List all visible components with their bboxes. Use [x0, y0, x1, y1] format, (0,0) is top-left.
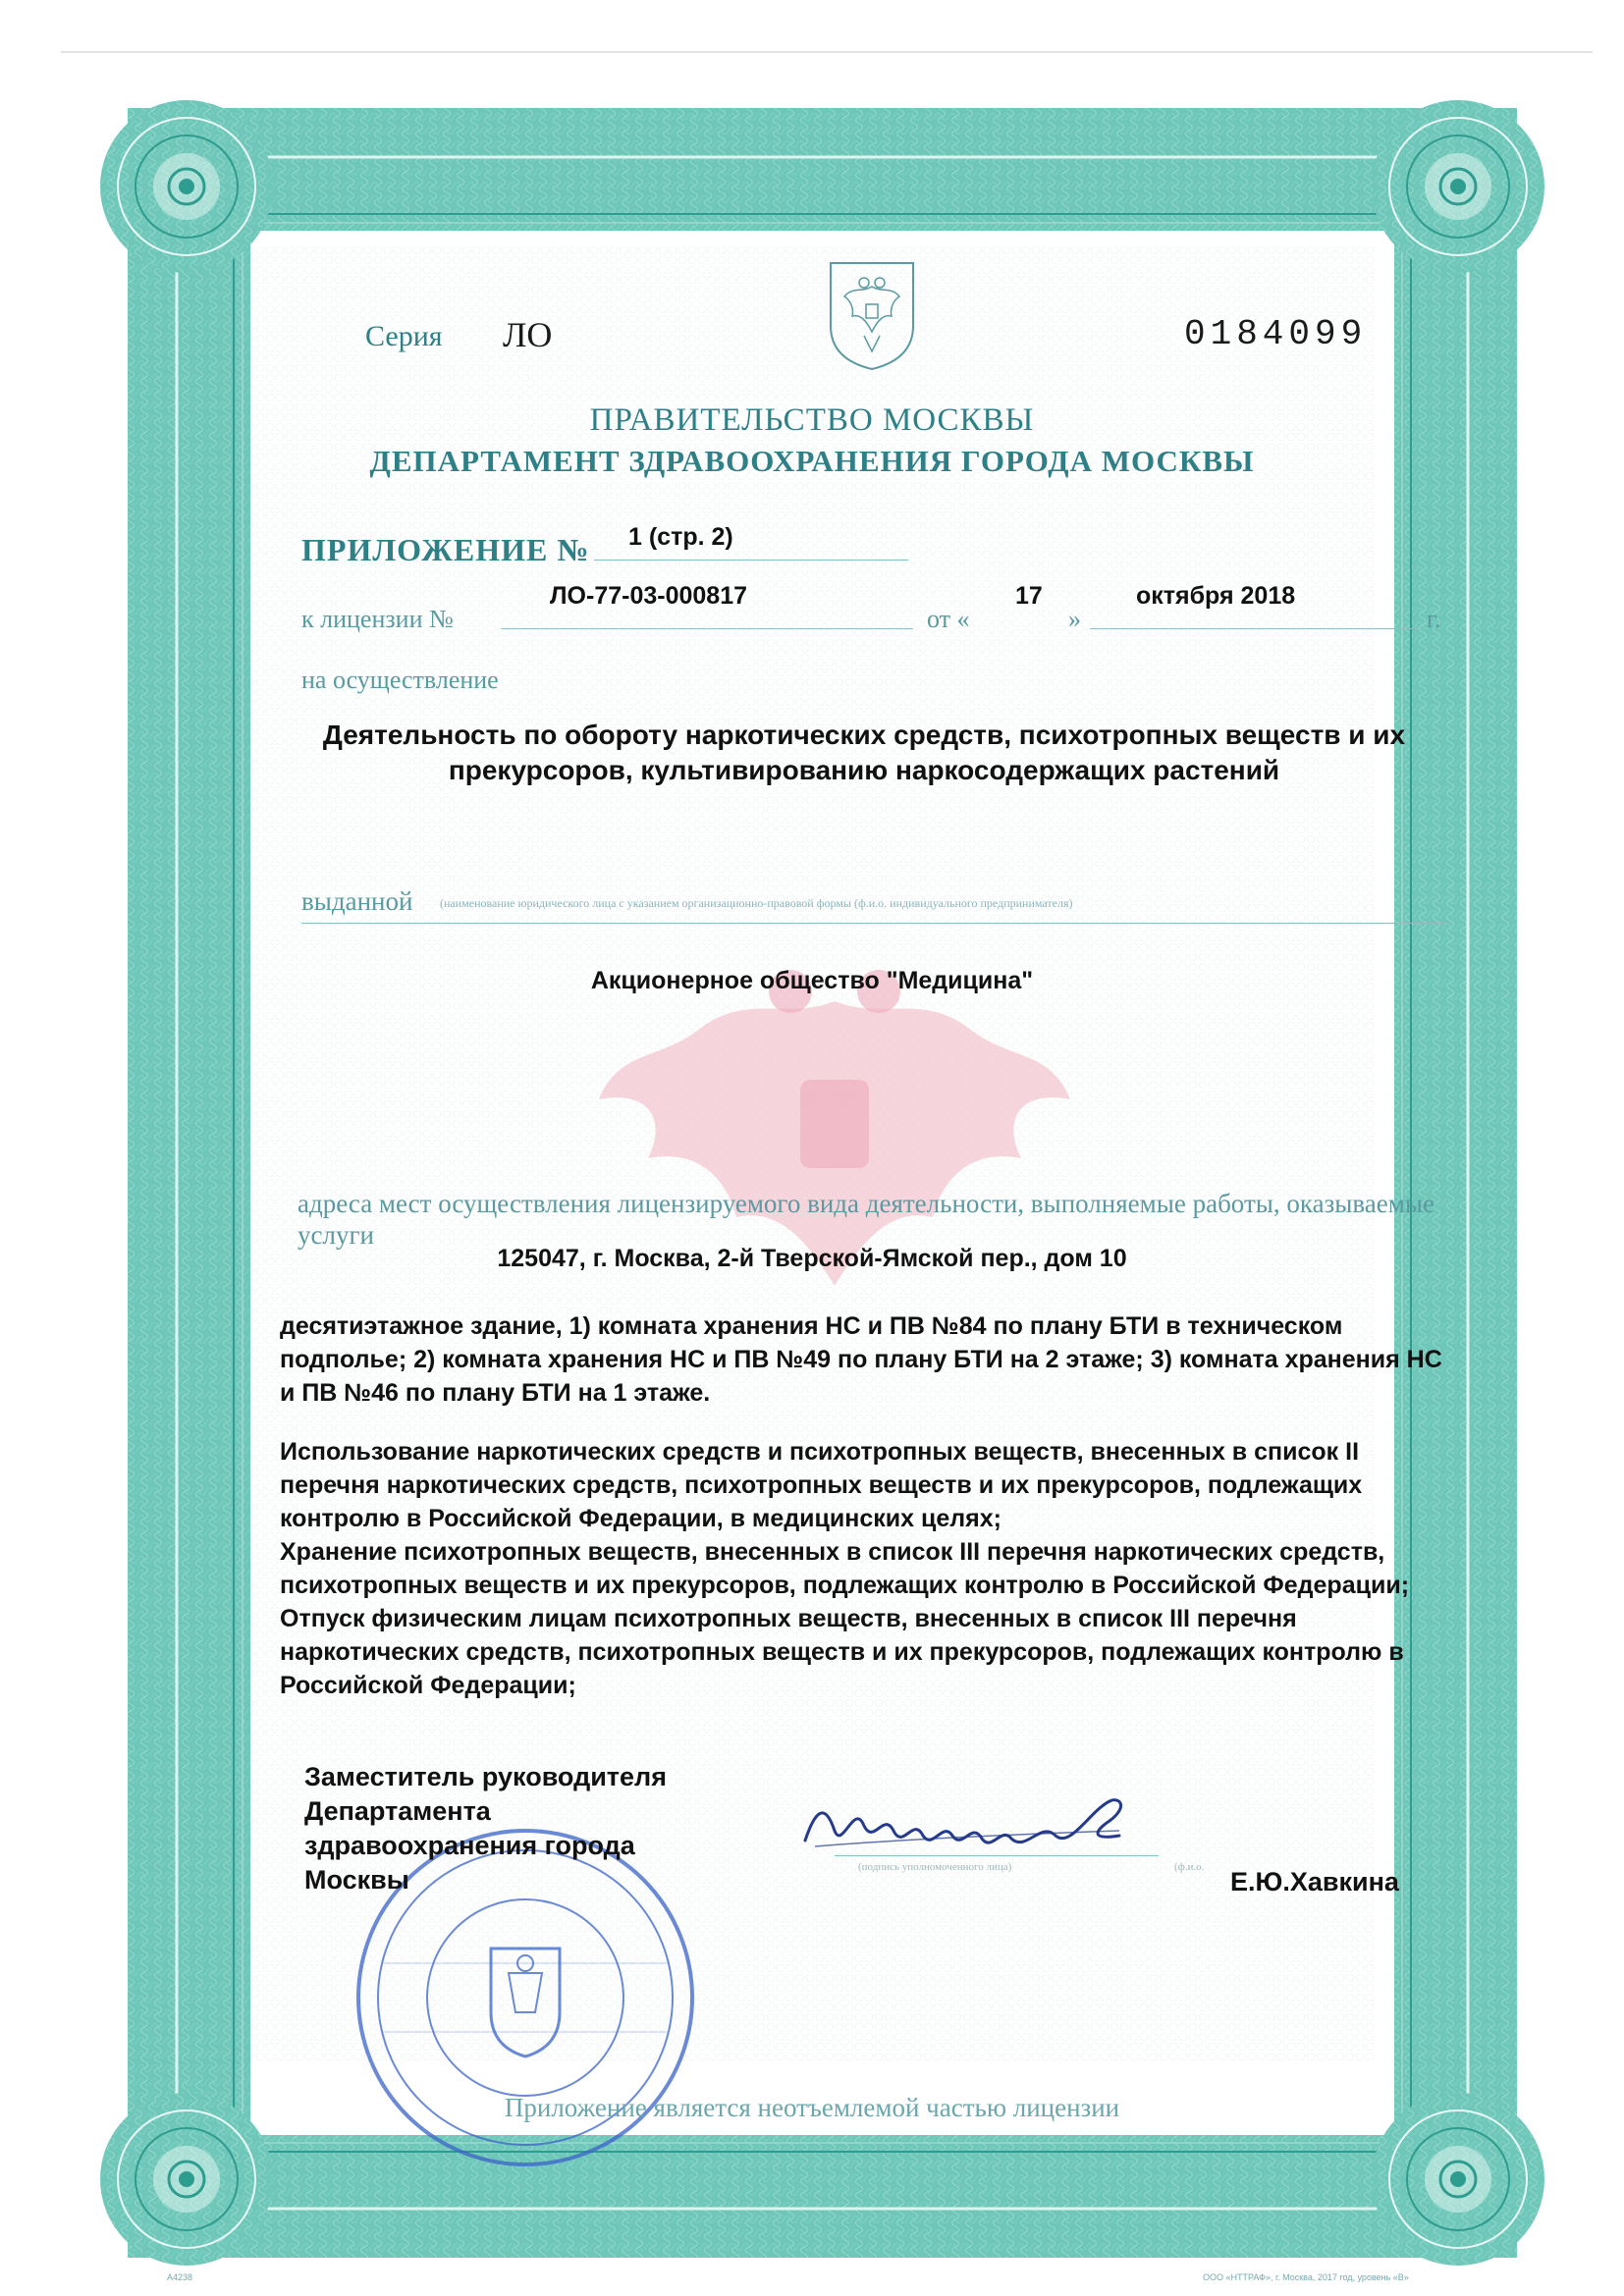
printer-imprint: ООО «НТТРАФ», г. Москва, 2017 год, уровень «В»	[1203, 2272, 1409, 2282]
series-label: Серия	[365, 320, 443, 352]
coat-of-arms-icon	[825, 257, 919, 373]
issued-hint: (наименование юридического лица с указанием организационно-правовой формы (ф.и.о. индивидуального предпринимателя)	[440, 896, 1073, 910]
signer-position-line: здравоохранения города	[304, 1831, 635, 1860]
activity-label: на осуществление	[301, 666, 499, 694]
appendix-underline	[594, 560, 908, 561]
address-text: 125047, г. Москва, 2-й Тверской-Ямской пер., дом 10	[497, 1245, 1127, 1272]
form-code: А4238	[167, 2272, 193, 2282]
issued-label: выданной	[301, 886, 413, 916]
license-underline	[501, 628, 913, 629]
work-item: Хранение психотропных веществ, внесенных в список III перечня наркотических средств, психотропных веществ и их прекурсоров, подлежащих контролю в Российской Федерации;	[280, 1538, 1410, 1599]
license-number: ЛО-77-03-000817	[550, 582, 748, 610]
signer-position-line: Москвы	[304, 1865, 409, 1895]
appendix-number: 1 (стр. 2)	[628, 523, 733, 551]
activity-description: Деятельность по обороту наркотических средств, психотропных веществ и их прекурсоров, культивированию наркосодержащих растений	[322, 720, 1406, 785]
work-item: Отпуск физическим лицам психотропных веществ, внесенных в список III перечня наркотических средств, психотропных веществ и их прекурсоров, подлежащих контролю в Российской Федерации;	[280, 1605, 1404, 1699]
license-day: 17	[1015, 582, 1043, 610]
series-value: ЛО	[503, 315, 553, 354]
signer-name: Е.Ю.Хавкина	[1230, 1867, 1399, 1896]
handwritten-signature	[795, 1782, 1168, 1860]
address-label: адреса мест осуществления лицензируемого вида деятельности, выполняемые работы, оказываемые услуги	[298, 1189, 1435, 1250]
signer-position	[304, 1760, 667, 1897]
government-title: ПРАВИТЕЛЬСТВО МОСКВЫ	[589, 402, 1035, 438]
signer-position-line: Заместитель руководителя	[304, 1762, 667, 1791]
document-number: 0184099	[1184, 314, 1368, 354]
department-title: ДЕПАРТАМЕНТ ЗДРАВООХРАНЕНИЯ ГОРОДА МОСКВЫ	[369, 444, 1255, 478]
footer-note: Приложение является неотъемлемой частью лицензии	[504, 2093, 1120, 2122]
license-month-year: октября 2018	[1136, 582, 1296, 610]
year-suffix: г.	[1427, 605, 1441, 633]
premises-description: десятиэтажное здание, 1) комната хранения НС и ПВ №84 по плану БТИ в техническом подполье; 2) комната хранения НС и ПВ №49 по плану БТИ на 2 этаже; 3) комната хранения НС и ПВ №46 по плану БТИ на 1 этаже.	[280, 1312, 1442, 1407]
scan-edge-line	[61, 51, 1593, 53]
appendix-label: ПРИЛОЖЕНИЕ №	[301, 532, 590, 567]
signature-hint: (подпись уполномоченного лица)	[858, 1861, 1012, 1873]
organization-name: Акционерное общество "Медицина"	[590, 967, 1034, 994]
fio-hint: (ф.и.о.	[1174, 1861, 1205, 1873]
date-from-label: от «	[927, 605, 970, 633]
signer-position-line: Департамента	[304, 1796, 491, 1826]
license-label: к лицензии №	[301, 605, 454, 633]
signature-underline	[835, 1855, 1159, 1856]
works-list	[280, 1435, 1448, 1702]
date-underline	[1090, 628, 1419, 629]
issued-underline	[301, 923, 1450, 924]
date-close-quote: »	[1068, 605, 1081, 633]
work-item: Использование наркотических средств и психотропных веществ, внесенных в список II перечня наркотических средств, психотропных веществ и их прекурсоров, подлежащих контролю в Российской Федерации, в медицинских целях;	[280, 1438, 1363, 1532]
